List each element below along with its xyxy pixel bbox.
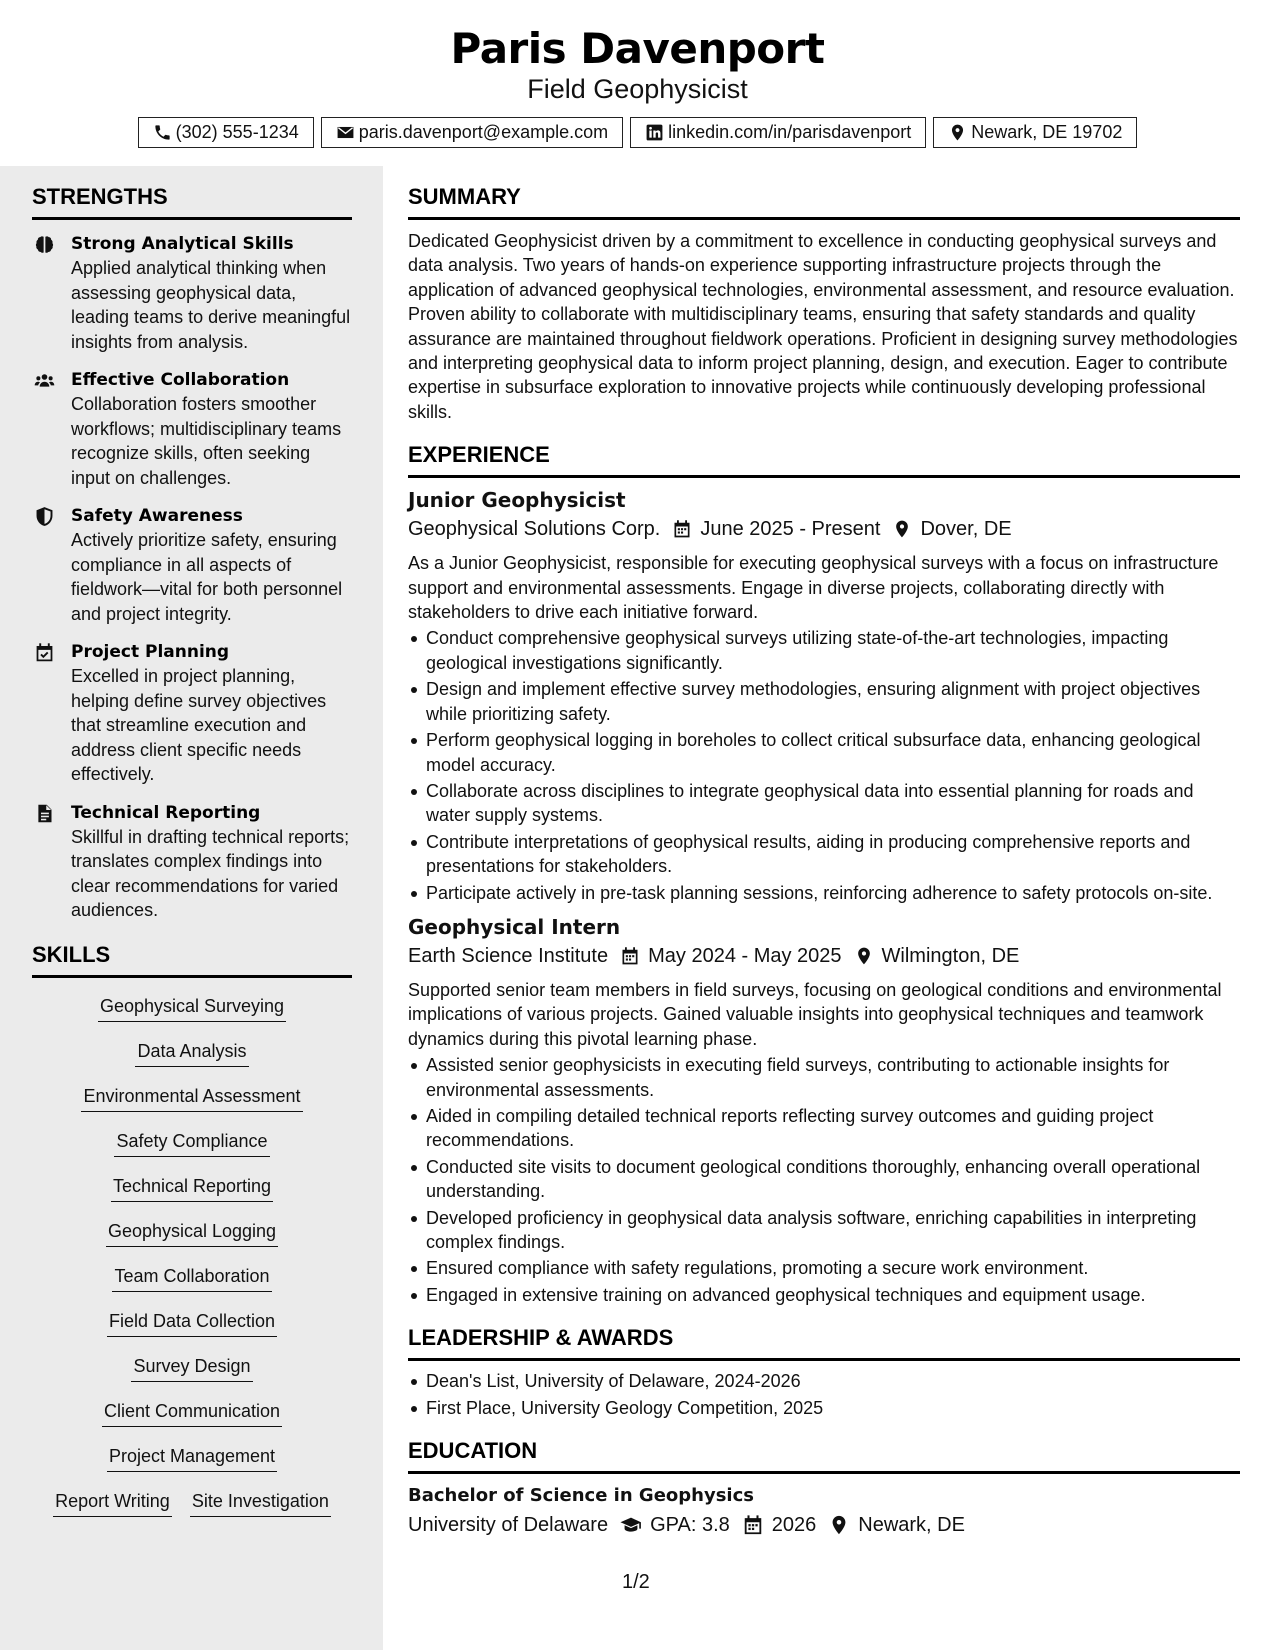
bullet-item: Perform geophysical logging in boreholes to collect critical subsurface data, enhancing geological model accuracy. — [426, 728, 1240, 777]
resume-header — [0, 0, 1275, 166]
skills-heading: SKILLS — [32, 941, 352, 978]
skill-tag: Geophysical Surveying — [98, 994, 286, 1022]
skill-tag: Technical Reporting — [111, 1174, 273, 1202]
calendar-check-icon — [34, 642, 55, 663]
strength-item — [32, 801, 352, 923]
bullet-item: Conducted site visits to document geological conditions thoroughly, enhancing overall operational understanding. — [426, 1155, 1240, 1204]
strength-title: Strong Analytical Skills — [71, 234, 294, 254]
contact-location — [933, 117, 1137, 148]
education-heading: EDUCATION — [408, 1437, 1240, 1474]
skill-tag: Geophysical Logging — [106, 1219, 278, 1247]
award-item: Dean's List, University of Delaware, 2024-2026 — [426, 1369, 1240, 1393]
strength-desc: Skillful in drafting technical reports; translates complex findings into clear recommendations for varied audiences. — [71, 826, 350, 920]
contact-phone-text: (302) 555-1234 — [175, 122, 299, 142]
job-dates: May 2024 - May 2025 — [648, 944, 842, 967]
strengths-heading: STRENGTHS — [32, 183, 352, 220]
bullet-item: Engaged in extensive training on advanced geophysical techniques and equipment usage. — [426, 1283, 1240, 1307]
phone-icon — [153, 123, 172, 142]
job-title: Junior Geophysicist — [408, 488, 626, 513]
sidebar — [0, 166, 383, 1650]
skill-tag: Field Data Collection — [107, 1309, 277, 1337]
skill-tag: Safety Compliance — [114, 1129, 269, 1157]
skill-tag: Data Analysis — [135, 1039, 248, 1067]
calendar-icon — [620, 946, 640, 966]
linkedin-icon — [645, 123, 664, 142]
strength-item — [32, 640, 352, 787]
education-gpa: GPA: 3.8 — [650, 1514, 730, 1537]
bullet-item: Conduct comprehensive geophysical surveys utilizing state-of-the-art technologies, impacting geological investigations significantly. — [426, 626, 1240, 675]
document-icon — [34, 803, 55, 824]
education-section — [408, 1437, 1240, 1540]
strength-item — [32, 232, 352, 354]
page-number: 1/2 — [622, 1571, 650, 1593]
job-dates: June 2025 - Present — [700, 518, 881, 541]
strengths-list — [32, 232, 352, 923]
summary-heading: SUMMARY — [408, 183, 1240, 220]
map-marker-icon — [854, 946, 874, 966]
strength-title: Safety Awareness — [71, 506, 243, 526]
bullet-item: Design and implement effective survey methodologies, ensuring alignment with project objectives while prioritizing safety. — [426, 677, 1240, 726]
job-entry — [408, 914, 1240, 1307]
contact-email-text: paris.davenport@example.com — [358, 122, 609, 142]
bullet-item: Aided in compiling detailed technical reports reflecting survey outcomes and guiding project recommendations. — [426, 1104, 1240, 1153]
job-location: Dover, DE — [920, 518, 1012, 541]
skill-tag: Site Investigation — [190, 1489, 331, 1517]
contact-phone[interactable] — [138, 117, 314, 148]
shield-icon — [34, 506, 55, 527]
experience-section — [408, 441, 1240, 1307]
job-description: As a Junior Geophysicist, responsible for executing geophysical surveys with a focus on infrastructure support and environmental assessments. Engage in diverse projects, collaborating directly with stakeholders to drive each initiative forward. — [408, 553, 1219, 623]
job-company: Geophysical Solutions Corp. — [408, 518, 661, 541]
education-degree: Bachelor of Science in Geophysics — [408, 1485, 754, 1507]
strength-desc: Applied analytical thinking when assessing geophysical data, leading teams to derive meaningful insights from analysis. — [71, 258, 351, 352]
map-marker-icon — [828, 1514, 850, 1536]
contact-bar — [0, 117, 1275, 148]
contact-linkedin-text: linkedin.com/in/parisdavenport — [668, 122, 912, 142]
bullet-item: Collaborate across disciplines to integrate geophysical data into essential planning for roads and water supply systems. — [426, 779, 1240, 828]
skill-tag: Team Collaboration — [112, 1264, 271, 1292]
map-marker-icon — [892, 519, 912, 539]
job-location: Wilmington, DE — [881, 944, 1020, 967]
bullet-item: Ensured compliance with safety regulations, promoting a secure work environment. — [426, 1256, 1240, 1280]
experience-heading: EXPERIENCE — [408, 441, 1240, 478]
strength-title: Effective Collaboration — [71, 370, 290, 390]
strength-desc: Collaboration fosters smoother workflows; multidisciplinary teams recognize skills, often seeking input on challenges. — [71, 394, 342, 488]
award-item: First Place, University Geology Competition, 2025 — [426, 1396, 1240, 1420]
job-company: Earth Science Institute — [408, 944, 609, 967]
bullet-item: Participate actively in pre-task planning sessions, reinforcing adherence to safety protocols on-site. — [426, 881, 1240, 905]
calendar-icon — [742, 1514, 764, 1536]
graduation-cap-icon — [620, 1514, 642, 1536]
strength-item — [32, 504, 352, 626]
leadership-heading: LEADERSHIP & AWARDS — [408, 1324, 1240, 1361]
skill-tag: Client Communication — [102, 1399, 282, 1427]
job-bullets — [408, 626, 1240, 904]
strength-desc: Actively prioritize safety, ensuring compliance in all aspects of fieldwork—vital for both personnel and project integrity. — [71, 530, 343, 624]
bullet-item: Developed proficiency in geophysical data analysis software, enriching capabilities in interpreting complex findings. — [426, 1206, 1240, 1255]
education-year: 2026 — [771, 1514, 817, 1537]
job-bullets — [408, 1053, 1240, 1307]
job-title: Geophysical Intern — [408, 914, 621, 939]
contact-email[interactable] — [321, 117, 623, 148]
candidate-name: Paris Davenport — [450, 24, 825, 73]
job-entry — [408, 487, 1240, 905]
main-content — [408, 166, 1240, 1540]
brain-icon — [34, 234, 55, 255]
candidate-role: Field Geophysicist — [527, 74, 748, 104]
education-meta — [408, 1510, 1240, 1540]
contact-location-text: Newark, DE 19702 — [971, 122, 1123, 142]
bullet-item: Contribute interpretations of geophysical results, aiding in producing comprehensive reports and presentations for stakeholders. — [426, 830, 1240, 879]
strength-title: Technical Reporting — [71, 802, 261, 823]
map-marker-icon — [948, 123, 967, 142]
awards-list — [408, 1369, 1240, 1420]
education-location: Newark, DE — [858, 1514, 965, 1537]
skill-tag: Project Management — [107, 1444, 277, 1472]
skills-list — [32, 994, 352, 1517]
leadership-section — [408, 1324, 1240, 1420]
users-icon — [34, 370, 55, 391]
education-school: University of Delaware — [408, 1514, 609, 1537]
skill-tag: Environmental Assessment — [81, 1084, 302, 1112]
bullet-item: Assisted senior geophysicists in executing field surveys, contributing to actionable insights for environmental assessments. — [426, 1053, 1240, 1102]
strength-desc: Excelled in project planning, helping define survey objectives that streamline execution and address client specific needs effectively. — [71, 666, 327, 784]
skill-tag: Report Writing — [53, 1489, 172, 1517]
skill-tag: Survey Design — [131, 1354, 252, 1382]
job-meta — [408, 514, 1240, 544]
job-meta — [408, 941, 1240, 971]
envelope-icon — [336, 123, 355, 142]
strength-item — [32, 368, 352, 490]
contact-linkedin[interactable] — [630, 117, 926, 148]
calendar-icon — [672, 519, 692, 539]
strength-title: Project Planning — [71, 642, 230, 662]
job-description: Supported senior team members in field surveys, focusing on geological conditions and environmental implications of various projects. Gained valuable insights into geophysical techniques and teamwork dynamics during this pivotal learning phase. — [408, 979, 1222, 1049]
summary-text: Dedicated Geophysicist driven by a commitment to excellence in conducting geophysical surveys and data analysis. Two years of hands-on experience supporting infrastructure projects through the application of advanced geophysical technologies, environmental assessment, and resource evaluation. Proven ability to collaborate with multidisciplinary teams, ensuring that safety standards and quality assurance are maintained throughout fieldwork operations. Proficient in designing survey methodologies and interpreting geophysical data to inform project planning, design, and execution. Eager to contribute expertise in subsurface exploration to innovative projects while continuously developing professional skills. — [408, 231, 1238, 422]
